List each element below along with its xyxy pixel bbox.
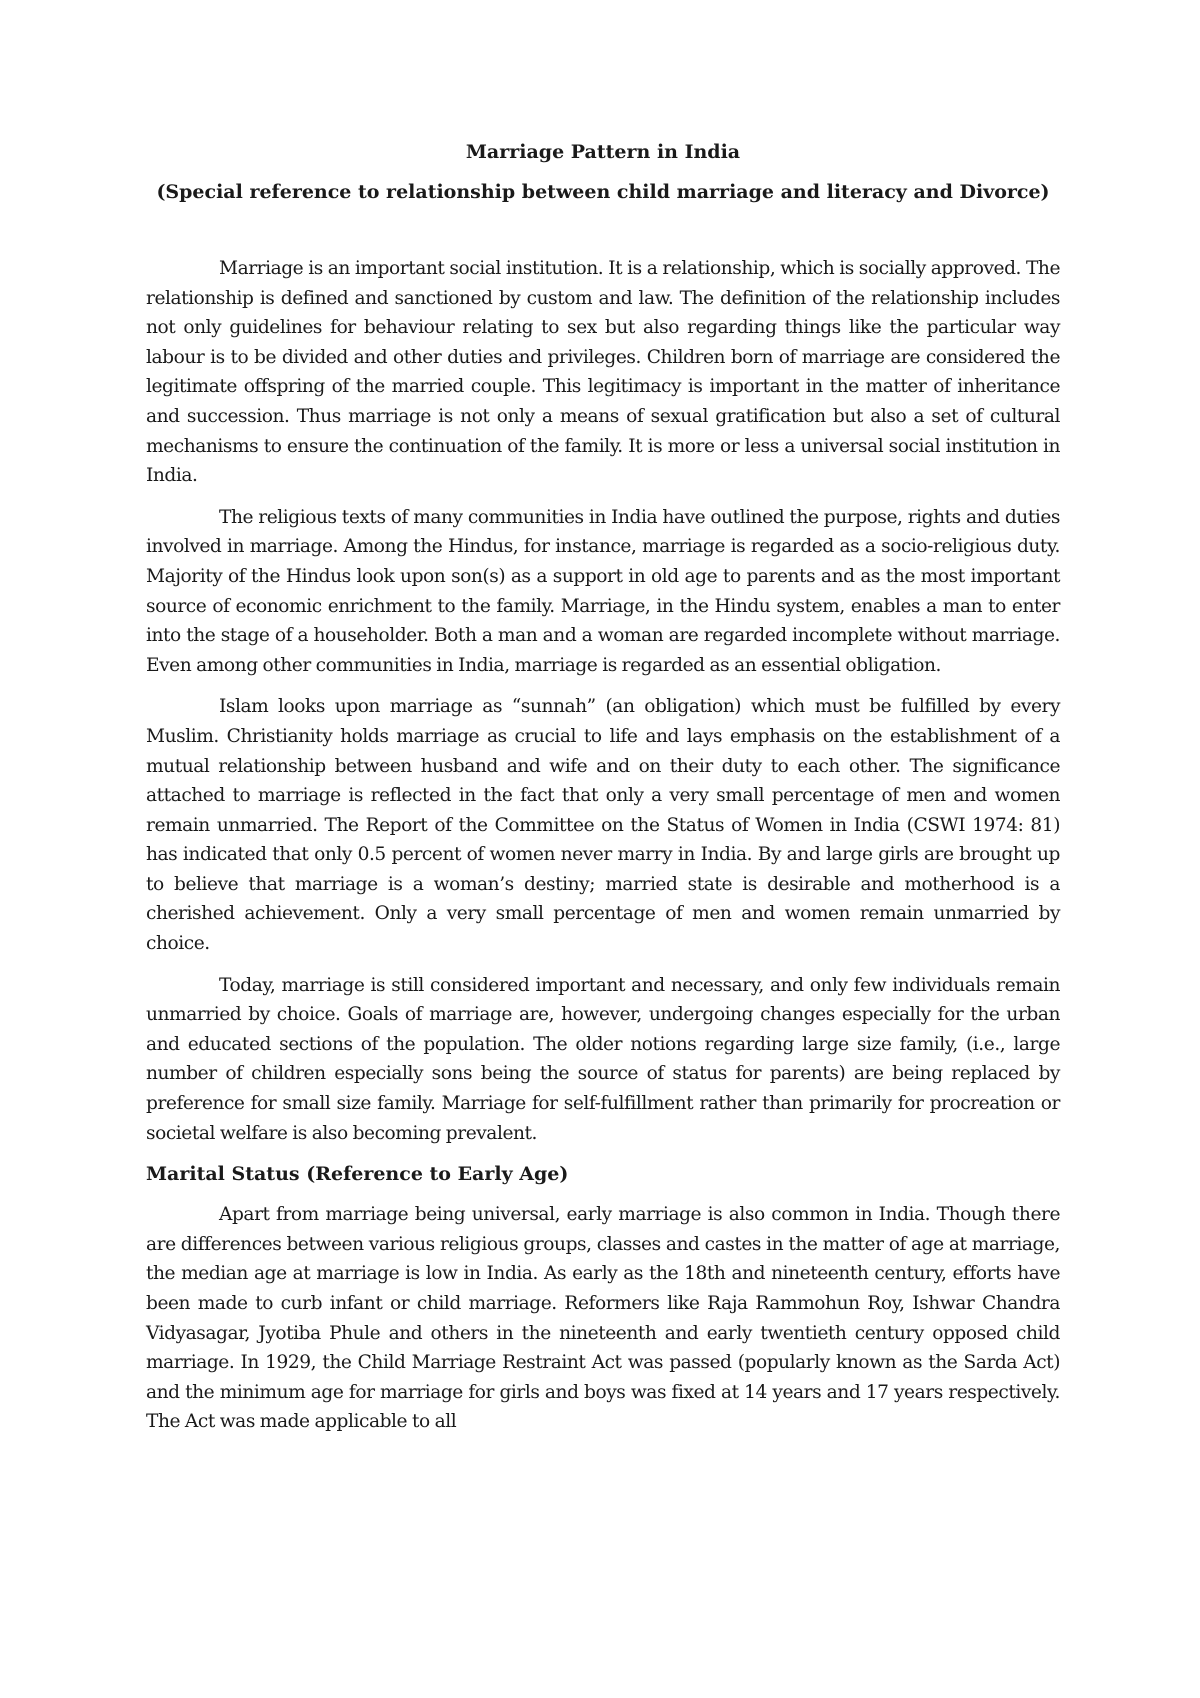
section-heading: Marital Status (Reference to Early Age) — [146, 1163, 569, 1186]
document-page — [146, 138, 1060, 1449]
document-title: Marriage Pattern in India — [465, 141, 741, 163]
paragraph-early-marriage: Apart from marriage being universal, early marriage is also common in India. Though there are differences between various religious groups, classes and castes in the matter of age at marriage, the median age at marriage is low in India. As early as the 18th and nineteenth century, efforts have been made to curb infant or child marriage. Reformers like Raja Rammohun Roy, Ishwar Chandra Vidyasagar, Jyotiba Phule and others in the nineteenth and early twentieth century opposed child marriage. In 1929, the Child Marriage Restraint Act was passed (popularly known as the Sarda Act) and the minimum age for marriage for girls and boys was fixed at 14 years and 17 years respectively. The Act was made applicable to all — [146, 1204, 1060, 1433]
paragraph-today: Today, marriage is still considered important and necessary, and only few individuals remain unmarried by choice. Goals of marriage are, however, undergoing changes especially for the urban and educated sections of the population. The older notions regarding large size family, (i.e., large number of children especially sons being the source of status for parents) are being replaced by preference for small size family. Marriage for self-fulfillment rather than primarily for procreation or societal welfare is also becoming prevalent. — [146, 974, 1060, 1144]
document-subtitle: (Special reference to relationship between child marriage and literacy and Divorce) — [156, 181, 1050, 203]
paragraph-marriage-institution: Marriage is an important social institution. It is a relationship, which is socially approved. The relationship is defined and sanctioned by custom and law. The definition of the relationship includes not only guidelines for behaviour relating to sex but also regarding things like the particular way labour is to be divided and other duties and privileges. Children born of marriage are considered the legitimate offspring of the married couple. This legitimacy is important in the matter of inheritance and succession. Thus marriage is not only a means of sexual gratification but also a set of cultural mechanisms to ensure the continuation of the family. It is more or less a universal social institution in India. — [146, 258, 1060, 487]
paragraph-religious-texts: The religious texts of many communities in India have outlined the purpose, rights and duties involved in marriage. Among the Hindus, for instance, marriage is regarded as a socio-religious duty. Majority of the Hindus look upon son(s) as a support in old age to parents and as the most important source of economic enrichment to the family. Marriage, in the Hindu system, enables a man to enter into the stage of a householder. Both a man and a woman are regarded incomplete without marriage. Even among other communities in India, marriage is regarded as an essential obligation. — [146, 506, 1060, 676]
paragraph-islam-christianity: Islam looks upon marriage as “sunnah” (an obligation) which must be fulfilled by every Muslim. Christianity holds marriage as crucial to life and lays emphasis on the establishment of a mutual relationship between husband and wife and on their duty to each other. The significance attached to marriage is reflected in the fact that only a very small percentage of men and women remain unmarried. The Report of the Committee on the Status of Women in India (CSWI 1974: 81) has indicated that only 0.5 percent of women never marry in India. By and large girls are brought up to believe that marriage is a woman’s destiny; married state is desirable and motherhood is a cherished achievement. Only a very small percentage of men and women remain unmarried by choice. — [146, 696, 1060, 955]
